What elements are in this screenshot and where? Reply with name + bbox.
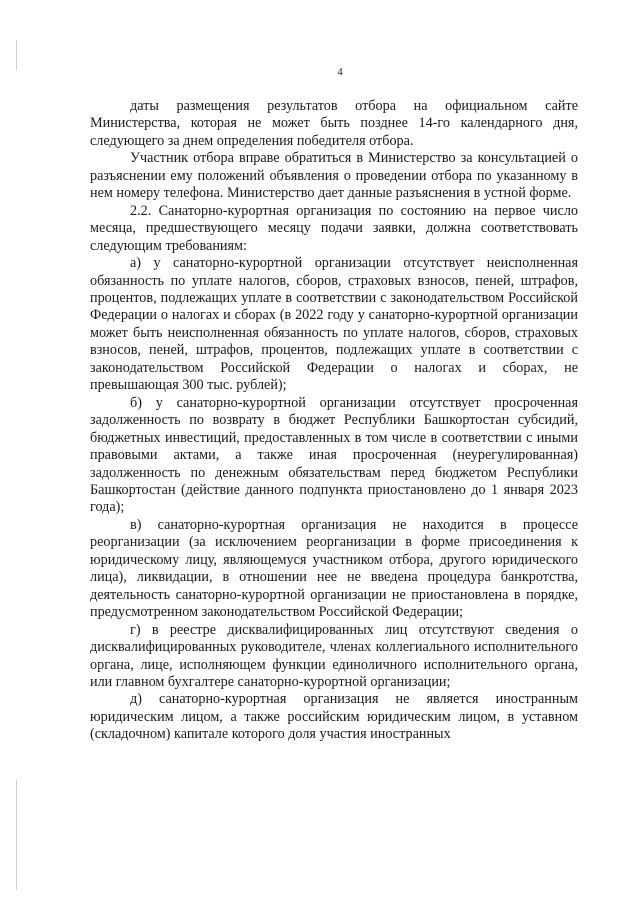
paragraph-item-a: а) у санаторно-курортной организации отсутствует неисполненная обязанность по уплате налогов, сборов, страховых взносов, пеней, штрафов, процентов, подлежащих уплате в соответствии с законодательством Российской Федерации о налогах и сборах (в 2022 году у санаторно-курортной организации может быть неисполненная обязанность по уплате налогов, сборов, страховых взносов, пеней, штрафов, процентов, подлежащих уплате в соответствии с законодательством Российской Федерации о налогах и сборах, не превышающая 300 тыс. рублей); <box>90 255 578 394</box>
paragraph-item-b: б) у санаторно-курортной организации отсутствует просроченная задолженность по возврату в бюджет Республики Башкортостан субсидий, бюджетных инвестиций, предоставленных в том числе в соответствии с иными правовыми актами, а также иная просроченная (неурегулированная) задолженность по денежным обязательствам перед бюджетом Республики Башкортостан (действие данного подпункта приостановлено до 1 января 2023 года); <box>90 394 578 516</box>
paragraph-2-2: 2.2. Санаторно-курортная организация по состоянию на первое число месяца, предшествующего месяцу подачи заявки, должна соответствовать следующим требованиям: <box>90 202 578 254</box>
document-body <box>90 98 578 744</box>
page-number: 4 <box>337 66 343 78</box>
paragraph-item-g: г) в реестре дисквалифицированных лиц отсутствуют сведения о дисквалифицированных руководителе, членах коллегиального исполнительного органа, лице, исполняющем функции единоличного исполнительного органа, или главном бухгалтере санаторно-курортной организации; <box>90 621 578 690</box>
scan-edge-mark <box>16 780 17 890</box>
paragraph-item-d: д) санаторно-курортная организация не является иностранным юридическим лицом, а также российским юридическим лицом, в уставном (складочном) капитале которого доля участия иностранных <box>90 691 578 743</box>
paragraph-item-v: в) санаторно-курортная организация не находится в процессе реорганизации (за исключением реорганизации в форме присоединения к юридическому лицу, являющемуся участником отбора, другого юридического лица), ликвидации, в отношении нее не введена процедура банкротства, деятельность санаторно-курортной организации не приостановлена в порядке, предусмотренном законодательством Российской Федерации; <box>90 516 578 621</box>
paragraph-continuation: даты размещения результатов отбора на официальном сайте Министерства, которая не может быть позднее 14-го календарного дня, следующего за днем определения победителя отбора. <box>90 98 578 149</box>
paragraph-consultation: Участник отбора вправе обратиться в Министерство за консультацией о разъяснении ему положений объявления о проведении отбора по указанному в нем номеру телефона. Министерство дает данные разъяснения в устной форме. <box>90 150 578 202</box>
